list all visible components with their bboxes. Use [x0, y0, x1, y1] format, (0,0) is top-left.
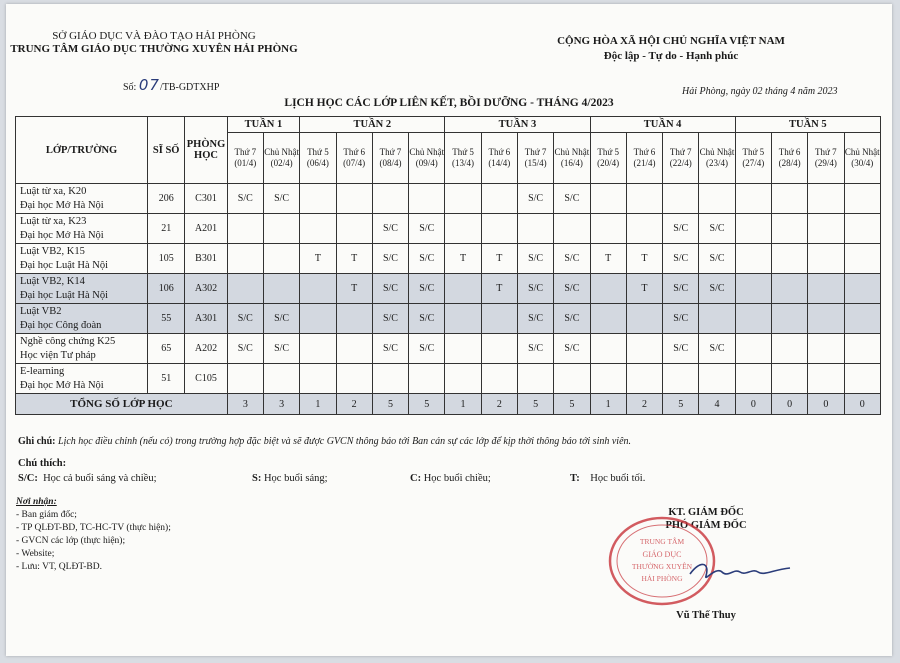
signature-line1: KT. GIÁM ĐỐC: [668, 507, 744, 518]
total-cell: 1: [445, 394, 481, 415]
total-cell: 0: [808, 394, 844, 415]
doc-number: [123, 76, 219, 94]
room-cell: C105: [185, 364, 227, 394]
schedule-cell: [808, 334, 844, 364]
schedule-cell: [590, 334, 626, 364]
schedule-cell: S/C: [227, 184, 263, 214]
total-cell: 0: [735, 394, 771, 415]
schedule-cell: [808, 274, 844, 304]
schedule-cell: [663, 364, 699, 394]
dept-name: SỞ GIÁO DỤC VÀ ĐÀO TẠO HẢI PHÒNG: [52, 30, 256, 42]
schedule-cell: S/C: [409, 334, 445, 364]
day-header: Chủ Nhật (30/4): [844, 133, 880, 184]
schedule-cell: [227, 364, 263, 394]
schedule-cell: S/C: [409, 214, 445, 244]
schedule-cell: [590, 304, 626, 334]
class-cell: [16, 184, 148, 214]
schedule-cell: [300, 184, 336, 214]
table-row: [16, 364, 881, 394]
schedule-cell: [626, 214, 662, 244]
doc-number-prefix: Số:: [123, 82, 137, 93]
class-cell: [16, 244, 148, 274]
date-line: Hải Phòng, ngày 02 tháng 4 năm 2023: [682, 86, 838, 97]
recipient-item: - Lưu: VT, QLĐT-BD.: [16, 562, 102, 572]
schedule-cell: [771, 244, 807, 274]
recipient-item: - GVCN các lớp (thực hiện);: [16, 536, 126, 546]
schedule-cell: S/C: [663, 334, 699, 364]
room-cell: A202: [185, 334, 227, 364]
schedule-cell: [227, 244, 263, 274]
schedule-cell: S/C: [372, 274, 408, 304]
schedule-cell: [735, 274, 771, 304]
signature-line2: PHÓ GIÁM ĐỐC: [665, 520, 747, 531]
schedule-cell: S/C: [372, 214, 408, 244]
room-cell: A302: [185, 274, 227, 304]
schedule-cell: [590, 364, 626, 394]
schedule-cell: [445, 364, 481, 394]
class-cell: [16, 334, 148, 364]
col-header-count: SĨ SỐ: [148, 117, 185, 184]
schedule-cell: S/C: [517, 304, 553, 334]
table-row: [16, 274, 881, 304]
doc-number-value: 07: [138, 76, 160, 94]
day-header: Chủ Nhật (23/4): [699, 133, 735, 184]
schedule-cell: [699, 184, 735, 214]
handwritten-signature: [686, 556, 796, 586]
day-header: Thứ 5 (20/4): [590, 133, 626, 184]
schedule-cell: [844, 364, 880, 394]
room-cell: C301: [185, 184, 227, 214]
table-row: [16, 214, 881, 244]
total-cell: 2: [626, 394, 662, 415]
week-header: TUẦN 3: [445, 117, 590, 133]
country-name: CỘNG HÒA XÃ HỘI CHỦ NGHĨA VIỆT NAM: [557, 35, 785, 47]
schedule-cell: [336, 364, 372, 394]
student-count: 105: [148, 244, 185, 274]
class-cell: [16, 274, 148, 304]
legend-title: Chú thích:: [18, 458, 67, 469]
col-header-class: LỚP/TRƯỜNG: [16, 117, 148, 184]
schedule-cell: [481, 304, 517, 334]
schedule-cell: S/C: [699, 334, 735, 364]
schedule-cell: [300, 214, 336, 244]
schedule-table: [15, 116, 881, 415]
day-header: Thứ 7 (29/4): [808, 133, 844, 184]
note-text: Lịch học điều chỉnh (nếu có) trong trường hợp đặc biệt và sẽ được GVCN thông báo tới Ban cán sự các lớp để kịp thời thông báo tới sinh viên.: [58, 436, 632, 447]
table-row: [16, 244, 881, 274]
schedule-cell: [590, 274, 626, 304]
schedule-cell: T: [481, 274, 517, 304]
room-cell: A301: [185, 304, 227, 334]
legend-item: C: Học buổi chiều;: [410, 473, 491, 484]
total-cell: 5: [663, 394, 699, 415]
schedule-cell: [445, 304, 481, 334]
legend-item: T: Học buổi tối.: [570, 473, 646, 484]
class-name: Luật từ xa, K23: [20, 215, 87, 227]
schedule-cell: [590, 184, 626, 214]
recipients: [16, 496, 171, 574]
school-name: Đại học Công đoàn: [20, 319, 102, 331]
schedule-cell: S/C: [372, 304, 408, 334]
schedule-cell: [263, 274, 299, 304]
schedule-cell: S/C: [663, 304, 699, 334]
total-cell: 5: [517, 394, 553, 415]
schedule-cell: S/C: [554, 244, 590, 274]
schedule-cell: [735, 304, 771, 334]
school-name: Học viện Tư pháp: [20, 349, 96, 361]
document-title: LỊCH HỌC CÁC LỚP LIÊN KẾT, BỒI DƯỠNG - THÁNG 4/2023: [284, 97, 614, 109]
schedule-cell: [808, 214, 844, 244]
stamp-line: HẢI PHÒNG: [641, 574, 683, 583]
schedule-cell: S/C: [409, 304, 445, 334]
class-cell: [16, 364, 148, 394]
schedule-cell: [481, 334, 517, 364]
schedule-cell: [300, 274, 336, 304]
schedule-cell: [663, 184, 699, 214]
schedule-cell: S/C: [227, 334, 263, 364]
total-cell: 5: [554, 394, 590, 415]
schedule-cell: [409, 184, 445, 214]
center-name: TRUNG TÂM GIÁO DỤC THƯỜNG XUYÊN HẢI PHÒNG: [10, 43, 298, 55]
schedule-cell: S/C: [372, 244, 408, 274]
schedule-cell: [300, 334, 336, 364]
schedule-cell: [336, 304, 372, 334]
class-name: Luật VB2: [20, 305, 62, 317]
schedule-cell: S/C: [409, 244, 445, 274]
day-header: Thứ 7 (01/4): [227, 133, 263, 184]
schedule-cell: [735, 244, 771, 274]
recipient-item: - Website;: [16, 549, 55, 559]
school-name: Đại học Luật Hà Nội: [20, 259, 109, 271]
schedule-cell: S/C: [554, 334, 590, 364]
schedule-cell: [699, 364, 735, 394]
table-row: [16, 334, 881, 364]
schedule-cell: [554, 214, 590, 244]
schedule-cell: S/C: [227, 304, 263, 334]
recipient-item: - TP QLĐT-BD, TC-HC-TV (thực hiện);: [16, 523, 171, 533]
total-cell: 2: [336, 394, 372, 415]
recipient-item: - Ban giám đốc;: [16, 510, 77, 520]
schedule-cell: [844, 334, 880, 364]
schedule-cell: [626, 364, 662, 394]
schedule-cell: [771, 334, 807, 364]
legend-item: S: Học buổi sáng;: [252, 473, 328, 484]
day-header: Chủ Nhật (16/4): [554, 133, 590, 184]
day-header: Thứ 7 (22/4): [663, 133, 699, 184]
schedule-cell: S/C: [263, 334, 299, 364]
schedule-cell: [554, 364, 590, 394]
schedule-cell: [626, 334, 662, 364]
total-cell: 0: [771, 394, 807, 415]
schedule-cell: [227, 274, 263, 304]
schedule-cell: [626, 304, 662, 334]
class-cell: [16, 214, 148, 244]
doc-number-suffix: /TB-GDTXHP: [159, 82, 220, 93]
total-cell: 4: [699, 394, 735, 415]
schedule-cell: S/C: [372, 334, 408, 364]
schedule-cell: [771, 304, 807, 334]
schedule-cell: S/C: [517, 274, 553, 304]
schedule-cell: S/C: [517, 334, 553, 364]
schedule-cell: T: [590, 244, 626, 274]
schedule-cell: [517, 214, 553, 244]
class-name: Luật từ xa, K20: [20, 185, 87, 197]
stamp-line: GIÁO DỤC: [642, 550, 682, 559]
total-cell: 5: [409, 394, 445, 415]
student-count: 21: [148, 214, 185, 244]
day-header: Chủ Nhật (02/4): [263, 133, 299, 184]
note-label: Ghi chú:: [18, 436, 56, 447]
week-header: TUẦN 1: [227, 117, 300, 133]
schedule-cell: [481, 364, 517, 394]
schedule-cell: [808, 244, 844, 274]
class-name: E-learning: [20, 365, 65, 377]
schedule-cell: S/C: [263, 184, 299, 214]
class-name: Nghề công chứng K25: [20, 335, 116, 347]
schedule-cell: [336, 184, 372, 214]
schedule-cell: [844, 274, 880, 304]
schedule-cell: [409, 364, 445, 394]
class-name: Luật VB2, K14: [20, 275, 85, 287]
day-header: Thứ 6 (21/4): [626, 133, 662, 184]
schedule-cell: T: [626, 274, 662, 304]
table-row: [16, 184, 881, 214]
room-cell: B301: [185, 244, 227, 274]
schedule-cell: [372, 184, 408, 214]
school-name: Đại học Luật Hà Nội: [20, 289, 109, 301]
total-cell: 1: [590, 394, 626, 415]
class-cell: [16, 304, 148, 334]
school-name: Đại học Mở Hà Nội: [20, 199, 104, 211]
schedule-cell: [263, 244, 299, 274]
schedule-cell: S/C: [663, 214, 699, 244]
document-sheet: [6, 4, 892, 656]
day-header: Thứ 5 (27/4): [735, 133, 771, 184]
stamp-line: THƯỜNG XUYÊN: [631, 562, 693, 571]
schedule-cell: [481, 214, 517, 244]
room-cell: A201: [185, 214, 227, 244]
table-row: [16, 304, 881, 334]
school-name: Đại học Mở Hà Nội: [20, 229, 104, 241]
schedule-cell: S/C: [554, 274, 590, 304]
schedule-cell: S/C: [699, 274, 735, 304]
class-name: Luật VB2, K15: [20, 245, 85, 257]
schedule-cell: T: [445, 244, 481, 274]
schedule-cell: [336, 334, 372, 364]
schedule-cell: S/C: [554, 184, 590, 214]
schedule-cell: [481, 184, 517, 214]
schedule-cell: [590, 214, 626, 244]
signer-name: Vũ Thế Thuy: [676, 610, 736, 621]
schedule-cell: [626, 184, 662, 214]
schedule-cell: [808, 184, 844, 214]
schedule-cell: [300, 304, 336, 334]
schedule-cell: [445, 184, 481, 214]
total-label: TỔNG SỐ LỚP HỌC: [16, 394, 228, 415]
schedule-cell: S/C: [663, 274, 699, 304]
student-count: 55: [148, 304, 185, 334]
legend-item: S/C: Học cả buổi sáng và chiều;: [18, 473, 157, 484]
total-cell: 3: [263, 394, 299, 415]
schedule-cell: [445, 214, 481, 244]
schedule-cell: [735, 364, 771, 394]
schedule-cell: [735, 214, 771, 244]
schedule-cell: [844, 214, 880, 244]
schedule-cell: T: [481, 244, 517, 274]
day-header: Thứ 7 (15/4): [517, 133, 553, 184]
schedule-cell: [699, 304, 735, 334]
schedule-cell: S/C: [409, 274, 445, 304]
student-count: 106: [148, 274, 185, 304]
total-cell: 2: [481, 394, 517, 415]
student-count: 65: [148, 334, 185, 364]
schedule-cell: S/C: [699, 244, 735, 274]
schedule-cell: [844, 184, 880, 214]
week-header: TUẦN 5: [735, 117, 880, 133]
schedule-cell: [771, 184, 807, 214]
week-header: TUẦN 4: [590, 117, 735, 133]
header-right: [536, 34, 806, 64]
recipients-title: Nơi nhận:: [16, 497, 57, 507]
schedule-cell: [227, 214, 263, 244]
schedule-cell: T: [626, 244, 662, 274]
schedule-cell: [263, 364, 299, 394]
schedule-cell: S/C: [263, 304, 299, 334]
day-header: Thứ 6 (28/4): [771, 133, 807, 184]
schedule-cell: [844, 304, 880, 334]
schedule-cell: [808, 304, 844, 334]
schedule-cell: S/C: [699, 214, 735, 244]
school-name: Đại học Mở Hà Nội: [20, 379, 104, 391]
header-left: [6, 30, 302, 56]
day-header: Chủ Nhật (09/4): [409, 133, 445, 184]
day-header: Thứ 6 (14/4): [481, 133, 517, 184]
schedule-cell: [372, 364, 408, 394]
day-header: Thứ 5 (13/4): [445, 133, 481, 184]
schedule-cell: S/C: [554, 304, 590, 334]
col-header-room: PHÒNG HỌC: [185, 117, 227, 184]
schedule-cell: [517, 364, 553, 394]
total-cell: 5: [372, 394, 408, 415]
schedule-cell: [771, 214, 807, 244]
note: [18, 436, 631, 447]
schedule-cell: [808, 364, 844, 394]
schedule-cell: [445, 334, 481, 364]
schedule-cell: S/C: [517, 184, 553, 214]
schedule-cell: S/C: [663, 244, 699, 274]
schedule-cell: T: [336, 244, 372, 274]
schedule-cell: [735, 334, 771, 364]
total-cell: 0: [844, 394, 880, 415]
schedule-cell: T: [336, 274, 372, 304]
week-header: TUẦN 2: [300, 117, 445, 133]
total-row: [16, 394, 881, 415]
day-header: Thứ 7 (08/4): [372, 133, 408, 184]
schedule-cell: [771, 274, 807, 304]
day-header: Thứ 6 (07/4): [336, 133, 372, 184]
schedule-cell: [336, 214, 372, 244]
day-header: Thứ 5 (06/4): [300, 133, 336, 184]
student-count: 51: [148, 364, 185, 394]
schedule-cell: T: [300, 244, 336, 274]
stamp-line: TRUNG TÂM: [639, 537, 685, 546]
total-cell: 1: [300, 394, 336, 415]
schedule-cell: S/C: [517, 244, 553, 274]
schedule-cell: [300, 364, 336, 394]
schedule-cell: [735, 184, 771, 214]
schedule-cell: [263, 214, 299, 244]
schedule-cell: [445, 274, 481, 304]
motto: Độc lập - Tự do - Hạnh phúc: [603, 50, 739, 62]
student-count: 206: [148, 184, 185, 214]
schedule-cell: [771, 364, 807, 394]
total-cell: 3: [227, 394, 263, 415]
schedule-cell: [844, 244, 880, 274]
